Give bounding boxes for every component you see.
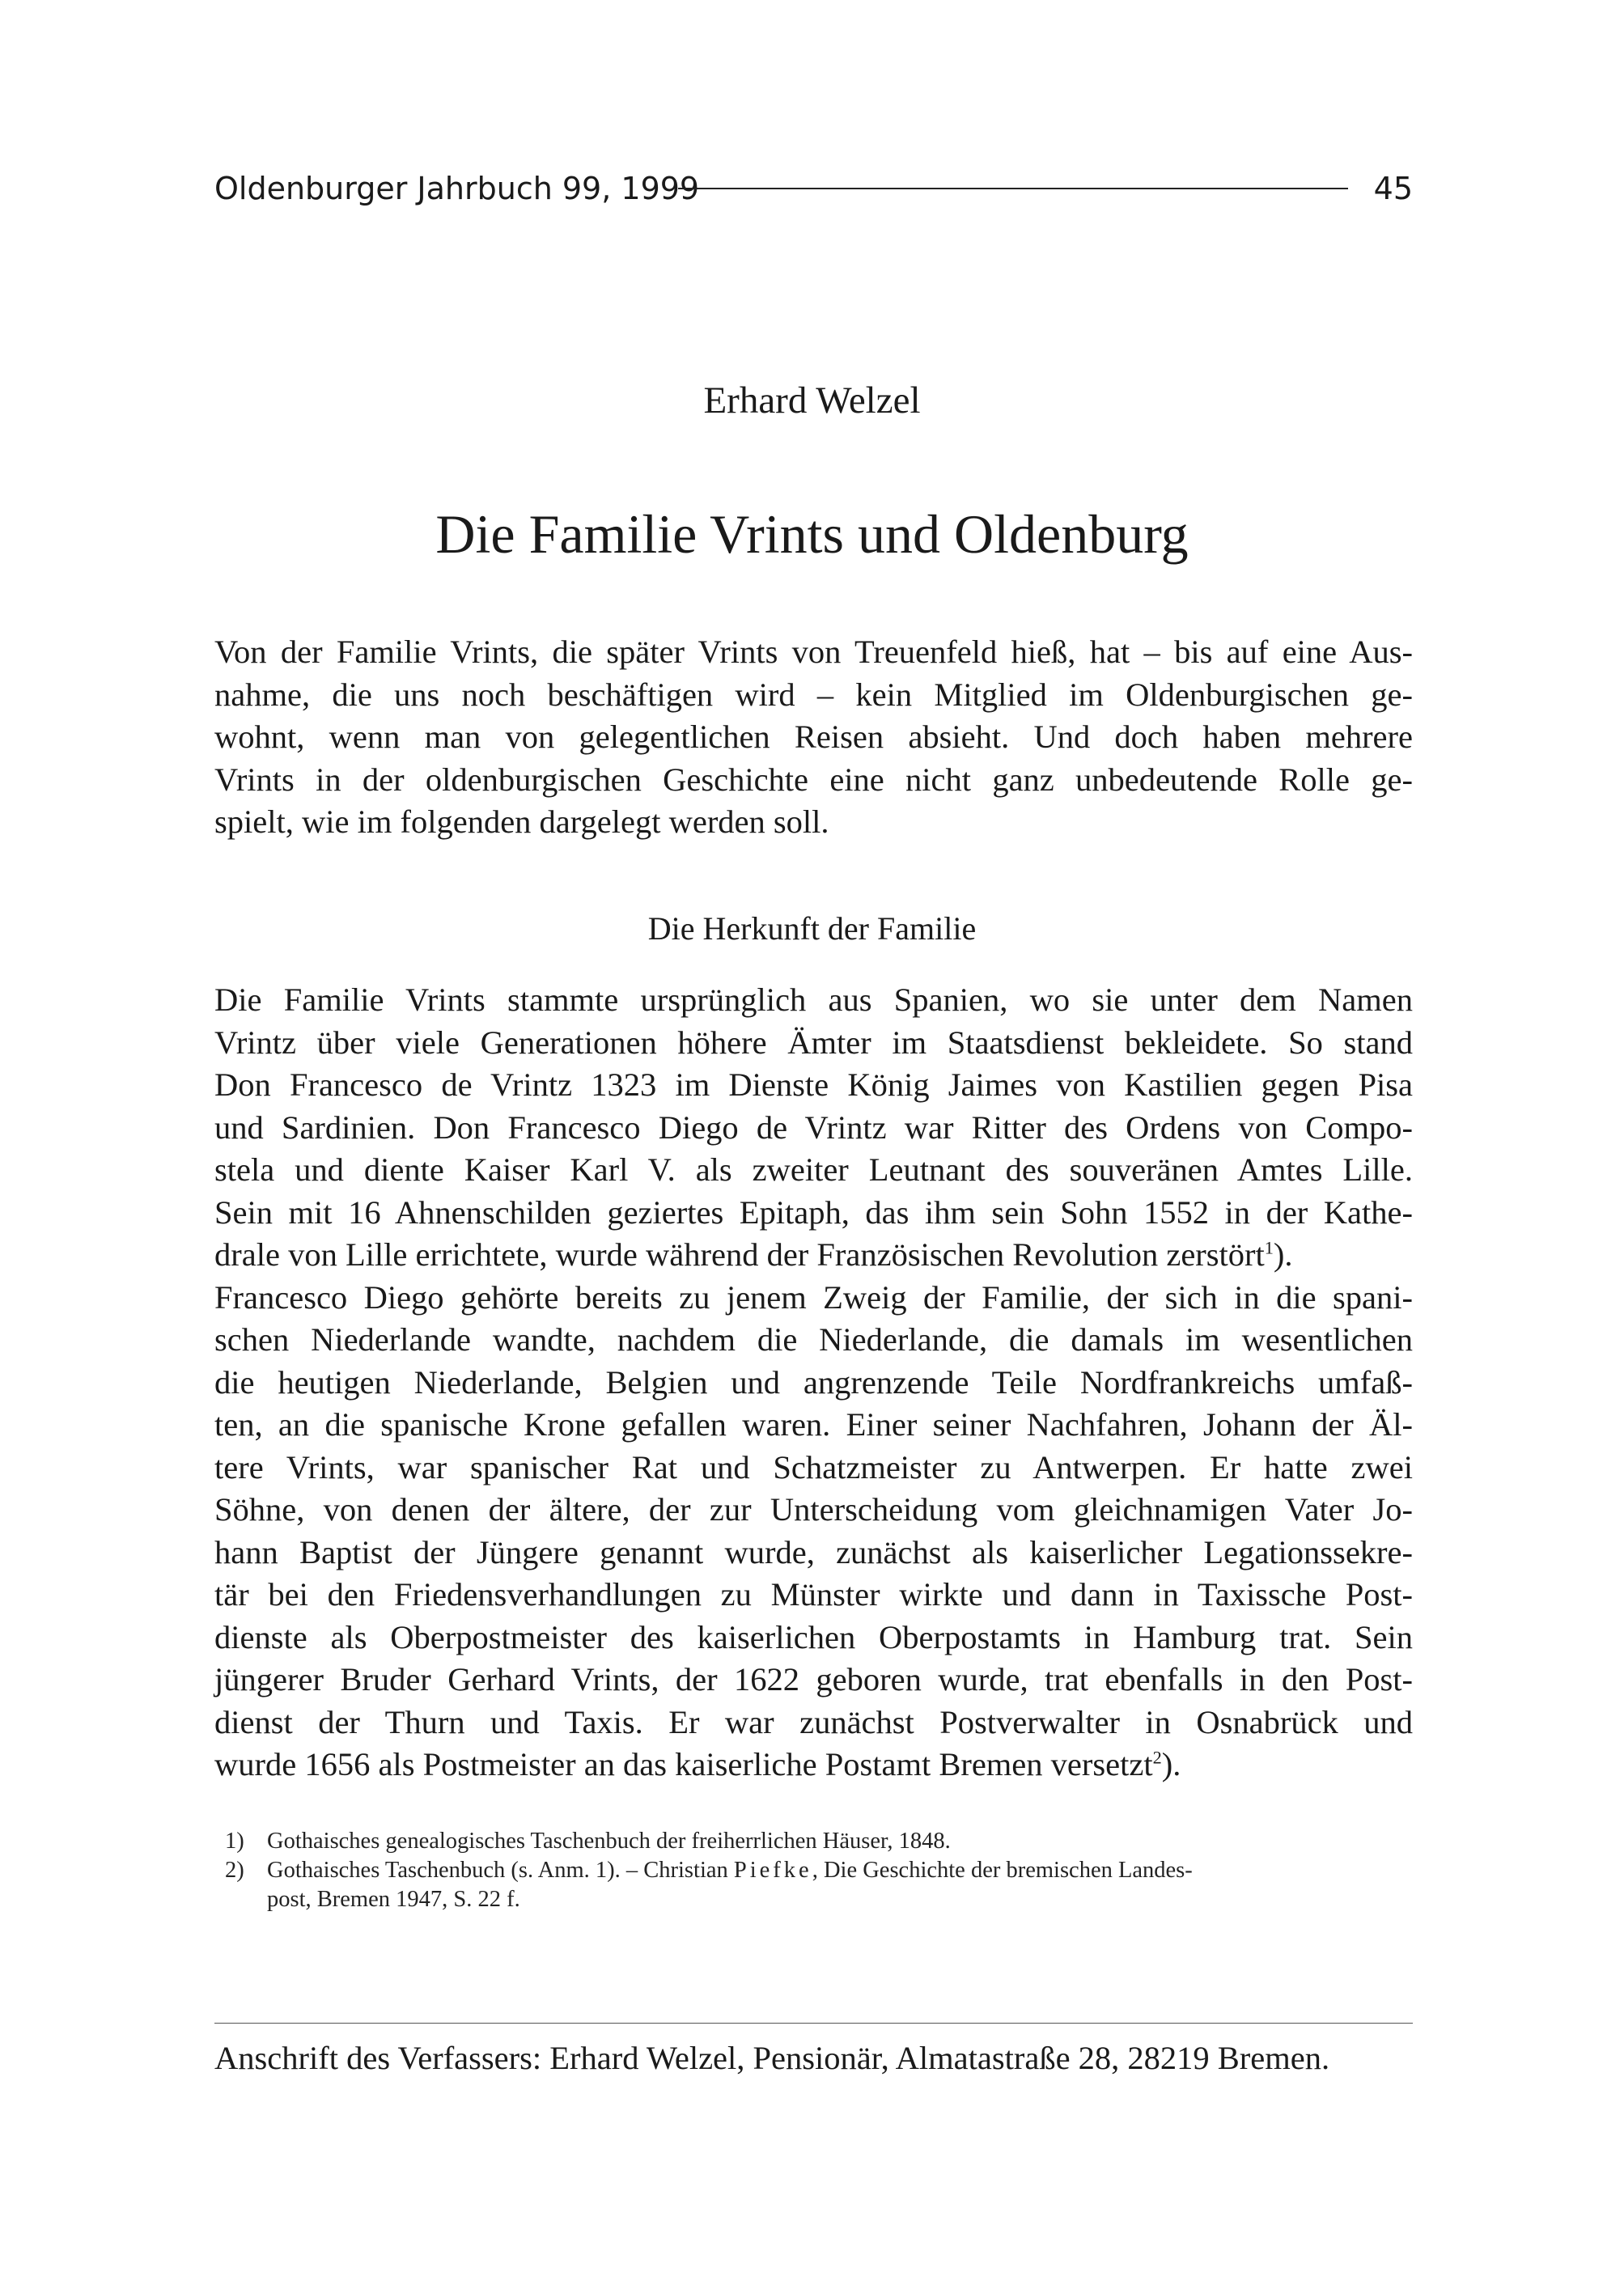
footnote-author-name: Piefke — [733, 1858, 812, 1883]
body-line: Don Francesco de Vrintz 1323 im Dienste König Jaimes von Kastilien gegen Pisa — [214, 1066, 1413, 1103]
intro-line: wohnt, wenn man von gelegentlichen Reisen absieht. Und doch haben mehrere — [214, 718, 1413, 755]
body-line: schen Niederlande wandte, nachdem die Niederlande, die damals im wesentlichen — [214, 1321, 1413, 1358]
journal-title: Oldenburger Jahrbuch 99, 1999 — [214, 171, 700, 206]
body-line: Söhne, von denen der ältere, der zur Unterscheidung vom gleichnamigen Vater Jo- — [214, 1491, 1413, 1528]
footnote-ref: 1 — [1264, 1237, 1274, 1258]
body-line: Vrintz über viele Generationen höhere Ämter im Staatsdienst bekleidete. So stand — [214, 1024, 1413, 1061]
author-address: Anschrift des Verfassers: Erhard Welzel, Pensionär, Almatastraße 28, 28219 Bremen. — [214, 2040, 1330, 2076]
body-line: stela und diente Kaiser Karl V. als zweiter Leutnant des souveränen Amtes Lille. — [214, 1151, 1413, 1188]
body-line: und Sardinien. Don Francesco Diego de Vrintz war Ritter des Ordens von Compo- — [214, 1108, 1413, 1146]
footnote-close: ). — [1273, 1236, 1293, 1273]
body-line: dienst der Thurn und Taxis. Er war zunächst Postverwalter in Osnabrück und — [214, 1703, 1413, 1740]
footnote — [225, 1827, 1413, 1856]
body-line: ten, an die spanische Krone gefallen waren. Einer seiner Nachfahren, Johann der Äl- — [214, 1406, 1413, 1443]
footnotes — [225, 1827, 1413, 1914]
body-line: Sein mit 16 Ahnenschilden geziertes Epitaph, das ihm sein Sohn 1552 in der Kathe- — [214, 1193, 1413, 1231]
footnote-close: ). — [1161, 1746, 1181, 1782]
intro-line: spielt, wie im folgenden dargelegt werden soll. — [214, 803, 829, 840]
footnote-number: 2) — [225, 1858, 244, 1883]
intro-line: Vrints in der oldenburgischen Geschichte eine nicht ganz unbedeutende Rolle ge- — [214, 761, 1413, 798]
body-line-text: drale von Lille errichtete, wurde während der Französischen Revolution zerstört — [214, 1236, 1265, 1273]
running-head — [214, 168, 1413, 209]
footnote-text: , Die Geschichte der bremischen Landes- — [812, 1858, 1193, 1883]
body-line: tär bei den Friedensverhandlungen zu Münster wirkte und dann in Taxissche Post- — [214, 1576, 1413, 1613]
footnote-number: 1) — [225, 1829, 244, 1854]
footnote-text: post, Bremen 1947, S. 22 f. — [267, 1887, 520, 1912]
body-line: die heutigen Niederlande, Belgien und angrenzende Teile Nordfrankreichs umfaß- — [214, 1363, 1413, 1401]
address-separator — [214, 2023, 1413, 2024]
footnote-text: Gothaisches genealogisches Taschenbuch der freiherrlichen Häuser, 1848. — [267, 1829, 951, 1854]
body-line-text: wurde 1656 als Postmeister an das kaiserliche Postamt Bremen versetzt — [214, 1746, 1153, 1782]
body-line: dienste als Oberpostmeister des kaiserlichen Oberpostamts in Hamburg trat. Sein — [214, 1618, 1413, 1655]
header-rule — [678, 188, 1348, 189]
body-line: tere Vrints, war spanischer Rat und Schatzmeister zu Antwerpen. Er hatte zwei — [214, 1448, 1413, 1486]
footnote-ref: 2 — [1152, 1747, 1162, 1768]
intro-paragraph — [214, 631, 1413, 844]
body-line: jüngerer Bruder Gerhard Vrints, der 1622 geboren wurde, trat ebenfalls in den Post- — [214, 1661, 1413, 1697]
footnote — [225, 1856, 1413, 1914]
article-title: Die Familie Vrints und Oldenburg — [435, 503, 1189, 565]
footnote-text: Gothaisches Taschenbuch (s. Anm. 1). – Christian — [267, 1858, 734, 1883]
author-name: Erhard Welzel — [703, 379, 921, 422]
body-line-with-footnote — [214, 1744, 1413, 1787]
body-line: Francesco Diego gehörte bereits zu jenem Zweig der Familie, der sich in die spani- — [214, 1278, 1413, 1316]
body-line: hann Baptist der Jüngere genannt wurde, zunächst als kaiserlicher Legationssekre- — [214, 1533, 1413, 1570]
body-line: Die Familie Vrints stammte ursprünglich aus Spanien, wo sie unter dem Namen — [214, 981, 1413, 1018]
intro-line: Von der Familie Vrints, die später Vrints von Treuenfeld hieß, hat – bis auf eine Aus- — [214, 634, 1413, 670]
intro-line: nahme, die uns noch beschäftigen wird – kein Mitglied im Oldenburgischen ge- — [214, 676, 1413, 713]
body-line-with-footnote — [214, 1234, 1413, 1277]
section-heading: Die Herkunft der Familie — [647, 910, 977, 947]
body-paragraph — [214, 979, 1413, 1787]
page-number: 45 — [1373, 171, 1413, 206]
